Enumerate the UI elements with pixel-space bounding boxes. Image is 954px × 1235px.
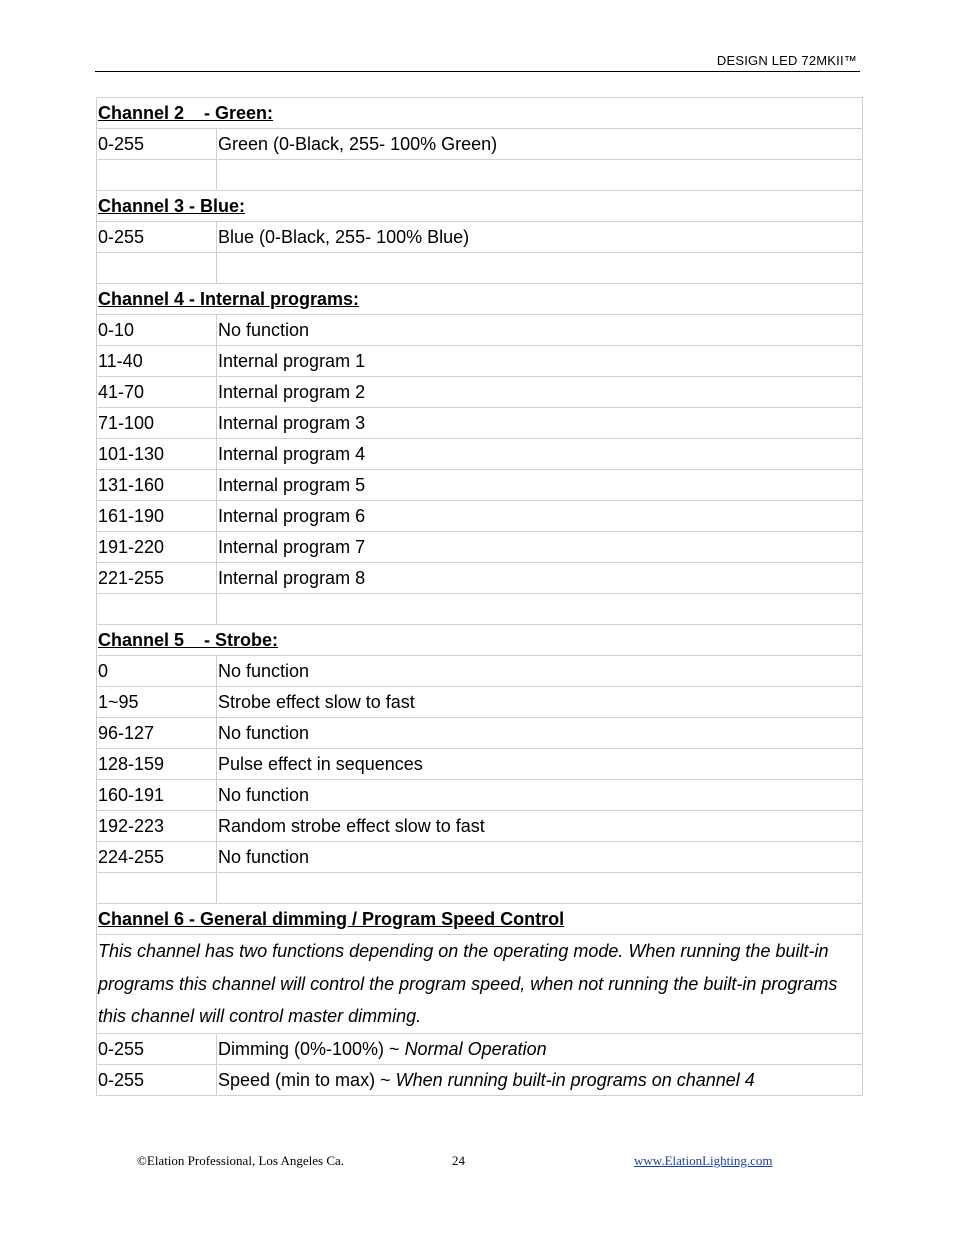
function-cell: Internal program 3 [217, 408, 863, 439]
dmx-value-cell: 0-10 [97, 315, 217, 346]
table-row [97, 811, 863, 842]
dmx-value-cell: 71-100 [97, 408, 217, 439]
dmx-value-cell: 1~95 [97, 687, 217, 718]
dmx-value-cell: 41-70 [97, 377, 217, 408]
function-cell: Green (0-Black, 255- 100% Green) [217, 129, 863, 160]
function-cell: No function [217, 842, 863, 873]
table-row [97, 439, 863, 470]
dmx-value-cell: 0-255 [97, 1033, 217, 1064]
dmx-value-cell: 96-127 [97, 718, 217, 749]
dmx-value-cell: 11-40 [97, 346, 217, 377]
mode-text: Normal Operation [404, 1038, 547, 1059]
dmx-channel-table [96, 97, 863, 1096]
channel2-header-row [97, 98, 863, 129]
table-row [97, 563, 863, 594]
footer-website-link[interactable]: www.ElationLighting.com [634, 1153, 773, 1168]
function-cell: Internal program 4 [217, 439, 863, 470]
table-row [97, 1033, 863, 1064]
function-cell: No function [217, 656, 863, 687]
function-text: Dimming (0%-100%) ~ [218, 1038, 405, 1059]
dmx-value-cell: 0-255 [97, 1064, 217, 1095]
table-row [97, 532, 863, 563]
table-row [97, 315, 863, 346]
table-row [97, 346, 863, 377]
dmx-value-cell: 128-159 [97, 749, 217, 780]
channel6-title: Channel 6 - General dimming / Program Speed Control [97, 904, 863, 935]
footer-copyright: ©Elation Professional, Los Angeles Ca. [137, 1153, 345, 1168]
table-row [97, 687, 863, 718]
dmx-value-cell: 221-255 [97, 563, 217, 594]
mode-text: When running built-in programs on channel 4 [395, 1069, 755, 1090]
function-cell: Random strobe effect slow to fast [217, 811, 863, 842]
function-cell: Internal program 7 [217, 532, 863, 563]
channel2-title: Channel 2 - Green: [97, 98, 863, 129]
table-row [97, 377, 863, 408]
function-cell: Internal program 8 [217, 563, 863, 594]
function-cell: Blue (0-Black, 255- 100% Blue) [217, 222, 863, 253]
channel3-title: Channel 3 - Blue: [97, 191, 863, 222]
function-cell: Internal program 1 [217, 346, 863, 377]
dmx-value-cell: 0 [97, 656, 217, 687]
spacer-row [97, 594, 863, 625]
table-row [97, 749, 863, 780]
table-row [97, 842, 863, 873]
channel6-description: This channel has two functions depending on the operating mode. When running the built-in programs this channel will control the program speed, when not running the built-in programs this channel will control master dimming. [97, 935, 863, 1034]
function-cell: Strobe effect slow to fast [217, 687, 863, 718]
dmx-value-cell: 0-255 [97, 129, 217, 160]
table-row [97, 780, 863, 811]
function-cell: Internal program 6 [217, 501, 863, 532]
table-row [97, 718, 863, 749]
table-row [97, 408, 863, 439]
document-header-title: DESIGN LED 72MKII™ [716, 53, 857, 68]
channel6-header-row [97, 904, 863, 935]
header-rule [95, 71, 860, 72]
dmx-value-cell: 192-223 [97, 811, 217, 842]
table-row [97, 129, 863, 160]
dmx-value-cell: 191-220 [97, 532, 217, 563]
dmx-value-cell: 160-191 [97, 780, 217, 811]
spacer-row [97, 873, 863, 904]
function-cell: No function [217, 315, 863, 346]
function-cell: Internal program 5 [217, 470, 863, 501]
function-cell: No function [217, 718, 863, 749]
dmx-value-cell: 101-130 [97, 439, 217, 470]
spacer-row [97, 160, 863, 191]
function-cell [217, 1064, 863, 1095]
table-row [97, 1064, 863, 1095]
footer-page-number: 24 [452, 1153, 465, 1168]
channel5-title: Channel 5 - Strobe: [97, 625, 863, 656]
channel5-header-row [97, 625, 863, 656]
table-row [97, 222, 863, 253]
function-cell: Internal program 2 [217, 377, 863, 408]
dmx-value-cell: 0-255 [97, 222, 217, 253]
function-text: Speed (min to max) ~ [218, 1069, 396, 1090]
dmx-value-cell: 161-190 [97, 501, 217, 532]
channel3-header-row [97, 191, 863, 222]
function-cell: Pulse effect in sequences [217, 749, 863, 780]
function-cell: No function [217, 780, 863, 811]
function-cell [217, 1033, 863, 1064]
channel6-description-row [97, 935, 863, 1034]
channel4-title: Channel 4 - Internal programs: [97, 284, 863, 315]
spacer-row [97, 253, 863, 284]
channel4-header-row [97, 284, 863, 315]
dmx-value-cell: 224-255 [97, 842, 217, 873]
table-row [97, 501, 863, 532]
table-row [97, 470, 863, 501]
table-row [97, 656, 863, 687]
dmx-value-cell: 131-160 [97, 470, 217, 501]
